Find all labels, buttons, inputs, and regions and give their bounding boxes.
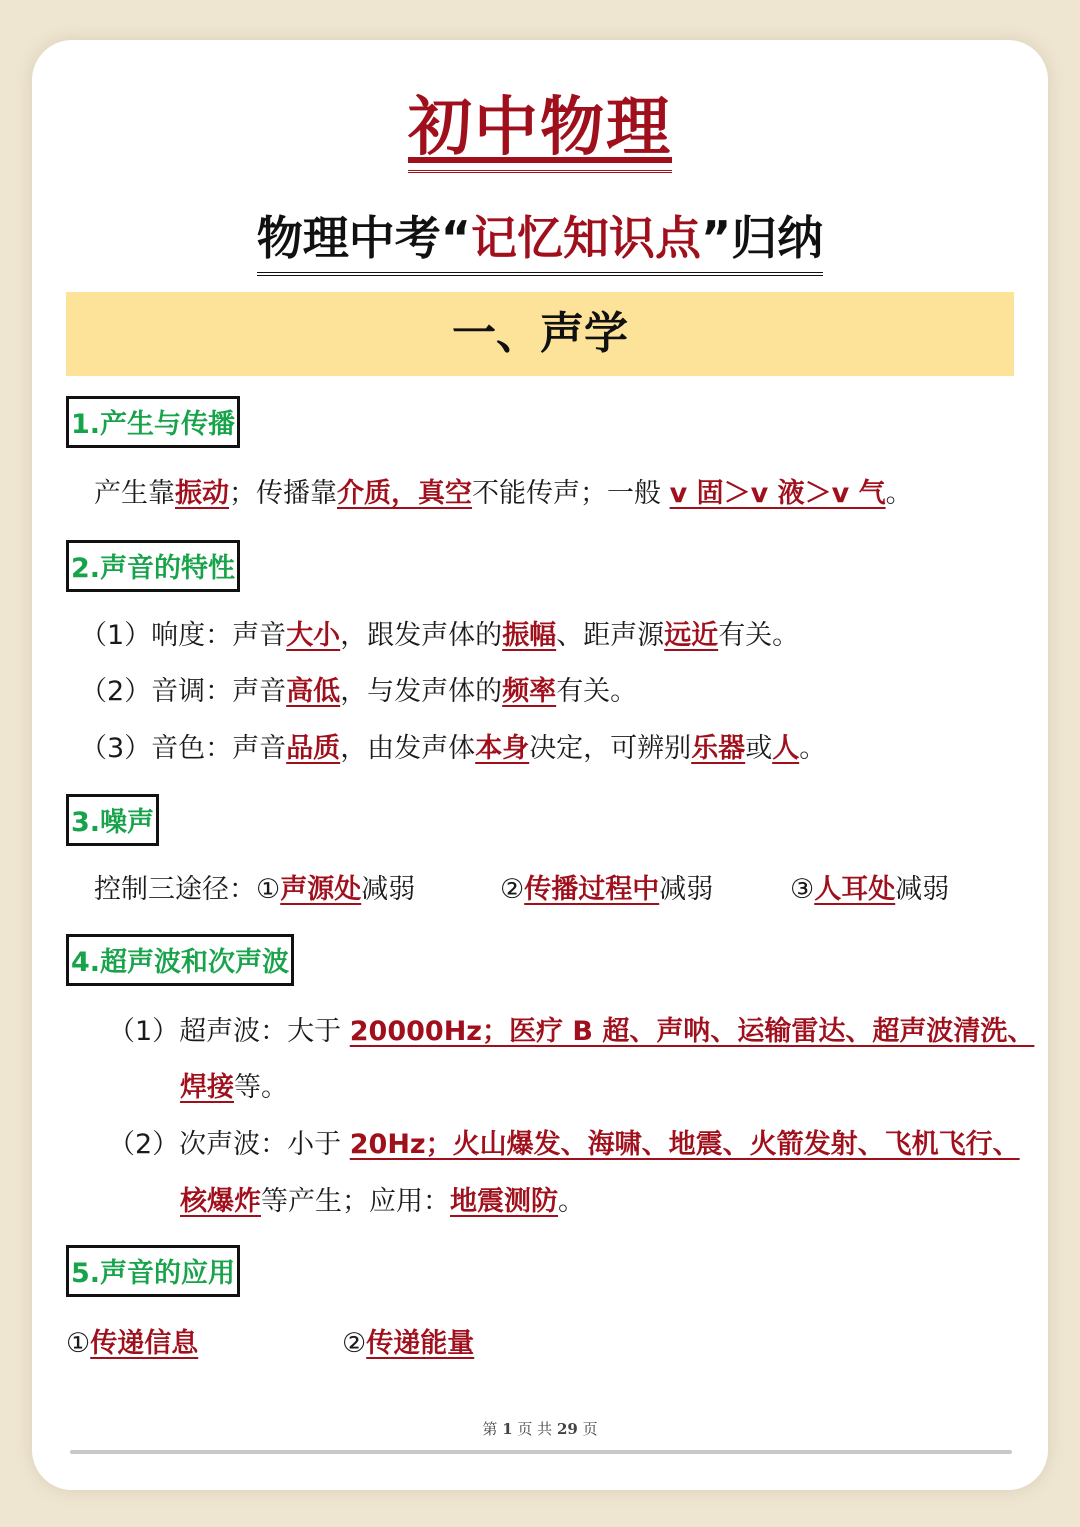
text: 、距声源	[556, 620, 665, 651]
topic3-line-b	[500, 870, 713, 910]
keyword: 振幅	[502, 620, 557, 651]
keyword: 地震测防	[450, 1186, 558, 1217]
keyword: v 固＞v 液＞v 气	[669, 478, 886, 509]
text: （2）次声波：小于	[108, 1129, 350, 1160]
text: （1）响度：声音	[80, 620, 287, 651]
keyword: 人耳处	[814, 874, 896, 905]
topic-heading-2: 2.声音的特性	[66, 540, 240, 592]
total-pages: 29	[556, 1420, 578, 1438]
text: ②	[500, 874, 525, 905]
topic1-line	[94, 474, 913, 514]
topic4-line-4	[180, 1182, 585, 1222]
topic-heading-4: 4.超声波和次声波	[66, 934, 294, 986]
topic2-line-1	[80, 616, 799, 656]
keyword: 核爆炸	[180, 1186, 261, 1217]
current-page: 1	[502, 1420, 513, 1438]
text: （1）超声波：大于	[108, 1016, 350, 1047]
text: 有关。	[718, 620, 800, 651]
text: ；传播靠	[229, 478, 337, 509]
text: （3）音色：声音	[80, 733, 287, 764]
document-subtitle	[0, 206, 1080, 276]
topic4-line-2	[180, 1068, 288, 1108]
subtitle-highlight: 记忆知识点	[471, 211, 701, 265]
text: 。	[558, 1186, 585, 1217]
text: （2）音调：声音	[80, 676, 287, 707]
text: 或	[745, 733, 773, 764]
subtitle-part2: ”归纳	[701, 211, 824, 265]
topic3-line	[94, 870, 415, 910]
text: 等。	[234, 1072, 288, 1103]
keyword: 介质，真空	[337, 478, 472, 509]
text: 页	[577, 1420, 598, 1438]
topic5-item-2	[342, 1324, 474, 1364]
text: 第	[482, 1420, 503, 1438]
keyword: 声源处	[280, 874, 362, 905]
text: 产生靠	[94, 478, 175, 509]
page-number	[0, 1418, 1080, 1439]
keyword: 传播过程中	[524, 874, 660, 905]
text: ②	[342, 1328, 367, 1359]
topic-heading-1: 1.产生与传播	[66, 396, 240, 448]
text: 不能传声；一般	[472, 478, 670, 509]
text: 减弱	[895, 874, 950, 905]
keyword: 频率	[502, 676, 557, 707]
keyword: 振动	[175, 478, 229, 509]
keyword: 20000Hz；医疗 B 超、声呐、运输雷达、超声波清洗、	[349, 1016, 1035, 1047]
text: ，跟发声体的	[340, 620, 503, 651]
text: 有关。	[556, 676, 638, 707]
text: 减弱	[361, 874, 416, 905]
keyword: 乐器	[691, 733, 746, 764]
topic2-line-2	[80, 672, 637, 712]
topic4-line-1	[108, 1012, 1034, 1052]
keyword: 传递能量	[366, 1328, 475, 1359]
keyword: 20Hz；火山爆发、海啸、地震、火箭发射、飞机飞行、	[349, 1129, 1020, 1160]
footer-divider	[70, 1450, 1012, 1454]
subtitle-part1: 物理中考“	[256, 211, 471, 265]
topic-heading-5: 5.声音的应用	[66, 1245, 240, 1297]
keyword: 高低	[286, 676, 341, 707]
text: 控制三途径：①	[94, 874, 281, 905]
keyword: 大小	[286, 620, 341, 651]
topic-heading-3: 3.噪声	[66, 794, 159, 846]
keyword: 人	[772, 733, 800, 764]
text: 减弱	[659, 874, 714, 905]
text: 。	[799, 733, 827, 764]
subtitle-underline	[257, 206, 823, 276]
section-header: 一、声学	[66, 292, 1014, 376]
title-text: 初中物理	[408, 88, 672, 173]
keyword: 本身	[475, 733, 530, 764]
topic3-line-c	[790, 870, 949, 910]
keyword: 远近	[664, 620, 719, 651]
text: 。	[885, 478, 913, 509]
document-title	[0, 88, 1080, 173]
keyword: 传递信息	[90, 1328, 199, 1359]
text: ③	[790, 874, 815, 905]
topic5-item-1	[66, 1324, 198, 1364]
text: ，由发声体	[340, 733, 476, 764]
text: 页 共	[512, 1420, 557, 1438]
text: 决定，可辨别	[529, 733, 692, 764]
text: ，与发声体的	[340, 676, 503, 707]
topic4-line-3	[108, 1125, 1020, 1165]
keyword: 品质	[286, 733, 341, 764]
text: ①	[66, 1328, 91, 1359]
topic2-line-3	[80, 729, 826, 769]
text: 等产生；应用：	[261, 1186, 450, 1217]
keyword: 焊接	[180, 1072, 234, 1103]
